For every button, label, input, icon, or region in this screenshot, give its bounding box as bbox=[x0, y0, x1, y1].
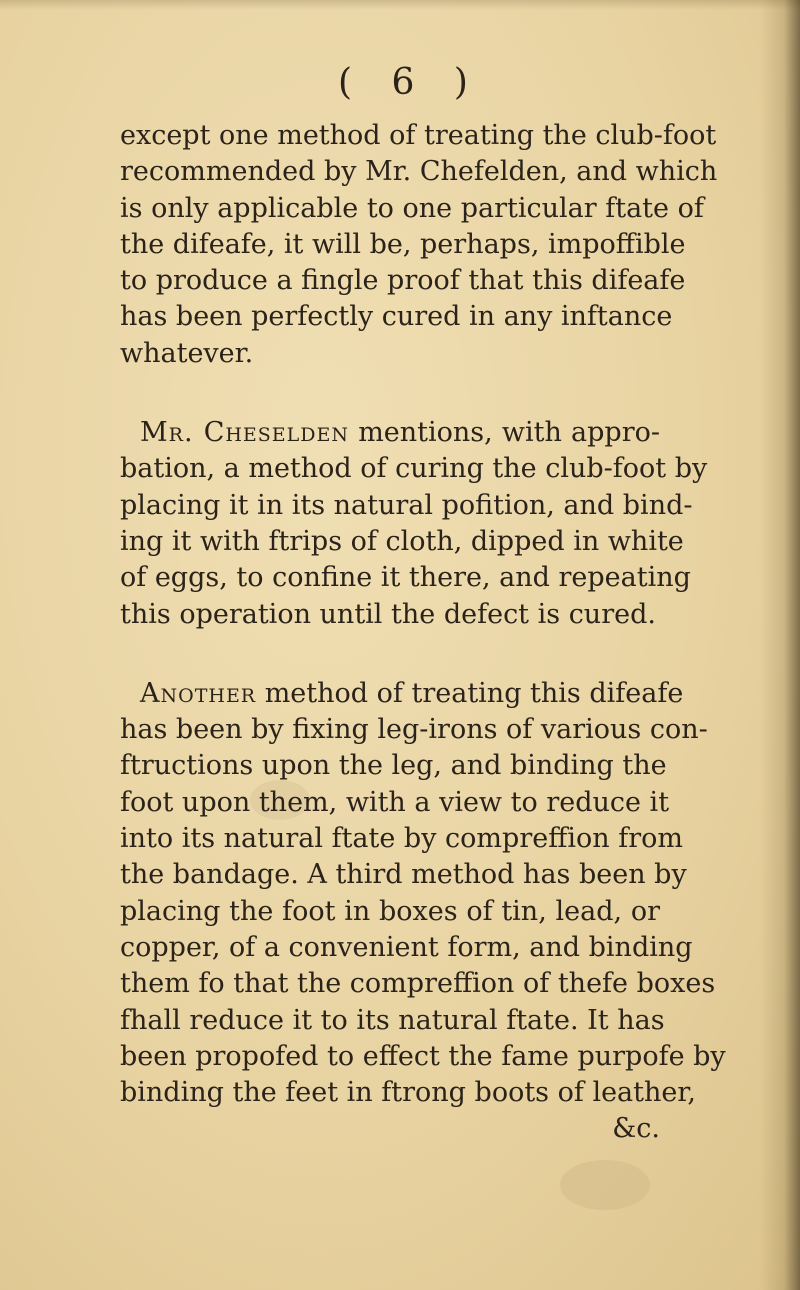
text-line: to produce a fingle proof that this difeafe bbox=[120, 265, 686, 297]
paragraph-3 bbox=[120, 676, 726, 1148]
text-line-catchword: &c. bbox=[612, 1113, 660, 1145]
page-number bbox=[0, 62, 800, 103]
text-line: binding the feet in ftrong boots of leather, bbox=[120, 1077, 696, 1109]
text-line: whatever. bbox=[120, 337, 254, 369]
text-line-rest: mentions, with appro- bbox=[349, 417, 660, 449]
text-line: this operation until the defect is cured. bbox=[120, 598, 656, 630]
page-number-text: ( 6 ) bbox=[338, 62, 482, 103]
text-line: into its natural ftate by compreffion from bbox=[120, 823, 684, 855]
text-line-rest: method of treating this difeafe bbox=[256, 677, 684, 709]
text-line: foot upon them, with a view to reduce it bbox=[120, 786, 670, 818]
text-line: ing it with ftrips of cloth, dipped in white bbox=[120, 525, 684, 557]
binding-gutter-shadow bbox=[760, 0, 800, 1290]
text-line: the difeafe, it will be, perhaps, impoffible bbox=[120, 228, 686, 260]
body-text bbox=[120, 118, 726, 1148]
page-top-edge bbox=[0, 0, 800, 10]
text-line: them fo that the compreffion of thefe boxes bbox=[120, 968, 716, 1000]
text-line: the bandage. A third method has been by bbox=[120, 859, 687, 891]
text-line: except one method of treating the club-foot bbox=[120, 120, 717, 151]
text-line: bation, a method of curing the club-foot by bbox=[120, 453, 708, 485]
text-line: fhall reduce it to its natural ftate. It has bbox=[120, 1004, 665, 1036]
text-line: ftructions upon the leg, and binding the bbox=[120, 750, 667, 782]
text-line: is only applicable to one particular ftate of bbox=[120, 192, 704, 224]
paragraph-2 bbox=[120, 415, 708, 633]
text-line: copper, of a convenient form, and binding bbox=[120, 931, 693, 963]
paragraph-gap bbox=[120, 633, 660, 676]
paragraph-1 bbox=[120, 118, 718, 372]
text-line bbox=[120, 676, 684, 712]
text-line: has been by fixing leg-irons of various con- bbox=[120, 714, 708, 746]
small-caps-lead: Mr. Cheselden bbox=[140, 417, 350, 449]
text-line: of eggs, to confine it there, and repeating bbox=[120, 562, 691, 594]
text-line: placing it in its natural pofition, and bind- bbox=[120, 489, 693, 521]
paragraph-gap bbox=[120, 372, 660, 415]
paper-stain bbox=[560, 1160, 650, 1210]
text-line: placing the foot in boxes of tin, lead, or bbox=[120, 895, 660, 927]
small-caps-lead: Another bbox=[140, 677, 257, 709]
text-line: been propofed to effect the fame purpofe by bbox=[120, 1040, 726, 1072]
text-line: recommended by Mr. Chefelden, and which bbox=[120, 156, 718, 188]
text-line: has been perfectly cured in any inftance bbox=[120, 301, 673, 333]
text-line bbox=[120, 415, 660, 451]
